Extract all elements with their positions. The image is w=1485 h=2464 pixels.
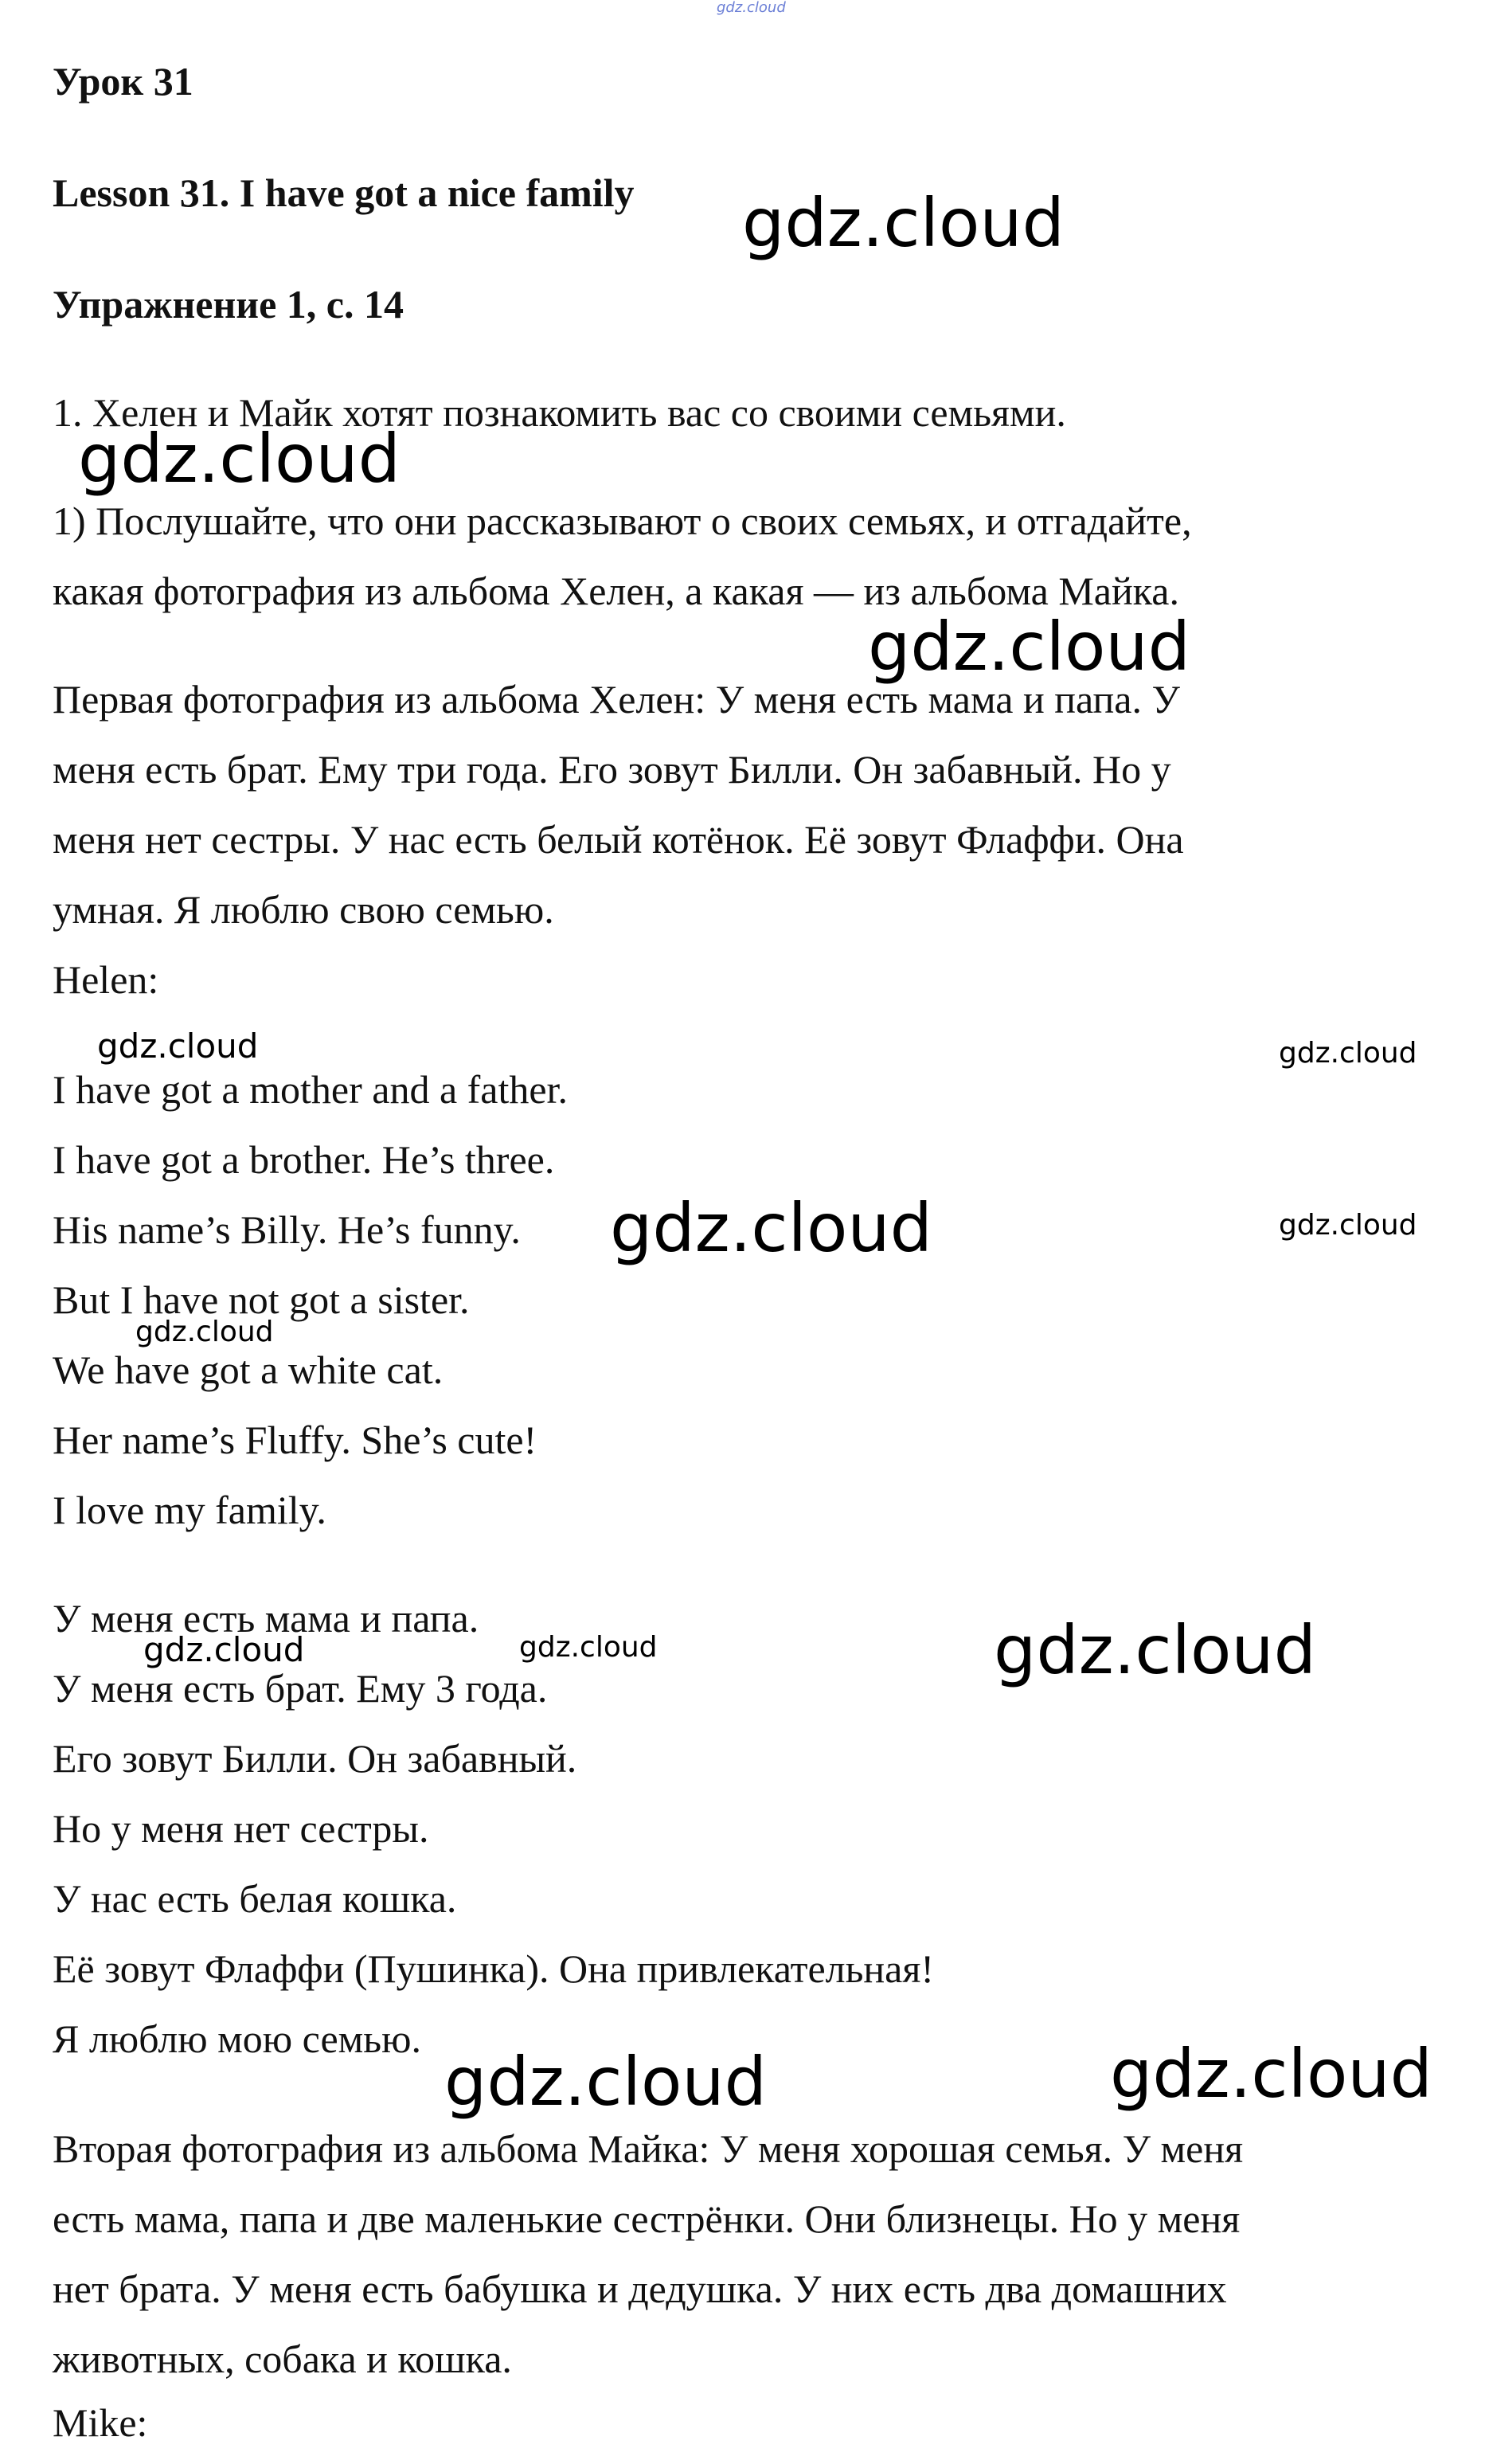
lesson-title-en: Lesson 31. I have got a nice family (53, 170, 635, 215)
task-intro: 1. Хелен и Майк хотят познакомить вас со своими семьями. (53, 390, 1066, 435)
watermark: gdz.cloud (97, 1027, 259, 1066)
translation-line: Его зовут Билли. Он забавный. (53, 1736, 577, 1781)
paragraph-line: животных, собака и кошка. (53, 2337, 512, 2381)
lesson-title-ru: Урок 31 (53, 59, 193, 104)
watermark: gdz.cloud (1279, 1037, 1417, 1070)
english-line: I have got a mother and a father. (53, 1067, 568, 1112)
speaker-label-mike: Mike: (53, 2400, 148, 2445)
exercise-title: Упражнение 1, с. 14 (53, 282, 404, 327)
english-line: We have got a white cat. (53, 1347, 444, 1392)
english-line: I have got a brother. He’s three. (53, 1137, 555, 1182)
english-line: But I have not got a sister. (53, 1277, 470, 1322)
watermark: gdz.cloud (444, 2043, 767, 2121)
speaker-label-helen: Helen: (53, 957, 159, 1002)
task-instruction-line: 1) Послушайте, что они рассказывают о своих семьях, и отгадайте, (53, 499, 1192, 543)
paragraph-line: умная. Я люблю свою семью. (53, 887, 554, 932)
task-instruction-line: какая фотография из альбома Хелен, а какая — из альбома Майка. (53, 569, 1179, 613)
paragraph-line: Первая фотография из альбома Хелен: У меня есть мама и папа. У (53, 677, 1180, 722)
paragraph-line: меня есть брат. Ему три года. Его зовут Билли. Он забавный. Но у (53, 747, 1171, 792)
watermark: gdz.cloud (135, 1316, 274, 1348)
translation-line: У меня есть брат. Ему 3 года. (53, 1666, 548, 1711)
watermark: gdz.cloud (610, 1189, 932, 1267)
paragraph-line: есть мама, папа и две маленькие сестрёнки. Они близнецы. Но у меня (53, 2196, 1241, 2241)
english-line: I love my family. (53, 1488, 326, 1532)
translation-line: Но у меня нет сестры. (53, 1806, 429, 1851)
watermark: gdz.cloud (143, 1630, 305, 1669)
english-line: His name’s Billy. He’s funny. (53, 1207, 521, 1252)
watermark: gdz.cloud (519, 1631, 658, 1664)
header-watermark: gdz.cloud (717, 0, 786, 16)
translation-line: Её зовут Флаффи (Пушинка). Она привлекательная! (53, 1946, 935, 1991)
paragraph-line: Вторая фотография из альбома Майка: У меня хорошая семья. У меня (53, 2126, 1244, 2171)
watermark: gdz.cloud (742, 184, 1065, 262)
watermark: gdz.cloud (994, 1611, 1316, 1689)
watermark: gdz.cloud (1110, 2035, 1432, 2113)
english-line: Her name’s Fluffy. She’s cute! (53, 1418, 537, 1462)
watermark: gdz.cloud (868, 608, 1190, 686)
watermark: gdz.cloud (78, 420, 401, 498)
watermark: gdz.cloud (1279, 1209, 1417, 1242)
translation-line: Я люблю мою семью. (53, 2016, 421, 2061)
translation-line: У нас есть белая кошка. (53, 1876, 457, 1921)
paragraph-line: меня нет сестры. У нас есть белый котёнок. Её зовут Флаффи. Она (53, 817, 1184, 862)
paragraph-line: нет брата. У меня есть бабушка и дедушка. У них есть два домашних (53, 2266, 1227, 2311)
translation-line: У меня есть мама и папа. (53, 1596, 479, 1641)
